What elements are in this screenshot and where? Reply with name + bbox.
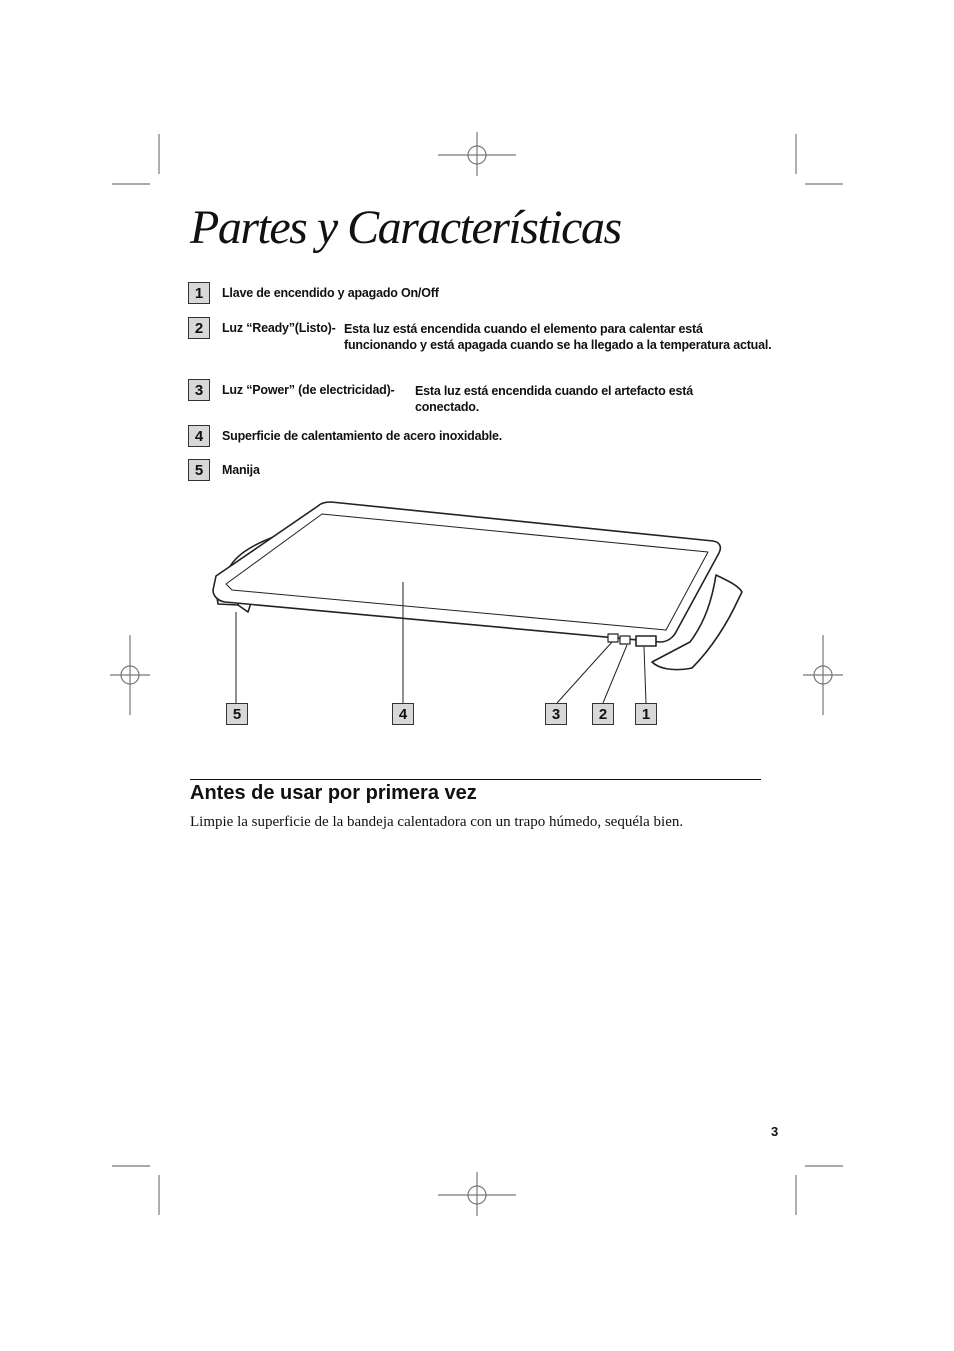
part-number-badge: 2 bbox=[188, 317, 210, 339]
power-light bbox=[608, 634, 618, 642]
part-description: Esta luz está encendida cuando el elemento para calentar está funcionando y está apagada cuando se ha llegado a la temperatura actual. bbox=[344, 322, 772, 352]
part-name: Superficie de calentamiento de acero inoxidable. bbox=[222, 429, 503, 443]
power-switch bbox=[636, 636, 656, 646]
diagram-callout-4: 4 bbox=[392, 703, 414, 725]
diagram-callout-5: 5 bbox=[226, 703, 248, 725]
part-number-badge: 5 bbox=[188, 459, 210, 481]
part-number-badge: 3 bbox=[188, 379, 210, 401]
section-divider bbox=[190, 779, 761, 780]
diagram-callout-1: 1 bbox=[635, 703, 657, 725]
diagram-callout-2: 2 bbox=[592, 703, 614, 725]
part-number-badge: 1 bbox=[188, 282, 210, 304]
ready-light bbox=[620, 636, 630, 644]
part-name: Manija bbox=[222, 463, 260, 477]
diagram-callout-3: 3 bbox=[545, 703, 567, 725]
section-heading: Antes de usar por primera vez bbox=[190, 782, 477, 804]
section-body: Limpie la superficie de la bandeja calentadora con un trapo húmedo, sequéla bien. bbox=[190, 814, 684, 830]
part-name: Luz “Power” (de electricidad)- bbox=[222, 383, 395, 397]
part-name: Luz “Ready”(Listo)- bbox=[222, 321, 336, 335]
part-name: Llave de encendido y apagado On/Off bbox=[222, 286, 439, 300]
page-number: 3 bbox=[771, 1124, 779, 1139]
part-description: Esta luz está encendida cuando el artefacto está conectado. bbox=[415, 384, 693, 414]
part-number-badge: 4 bbox=[188, 425, 210, 447]
tray-body bbox=[213, 502, 720, 642]
page-title: Partes y Características bbox=[190, 201, 621, 254]
